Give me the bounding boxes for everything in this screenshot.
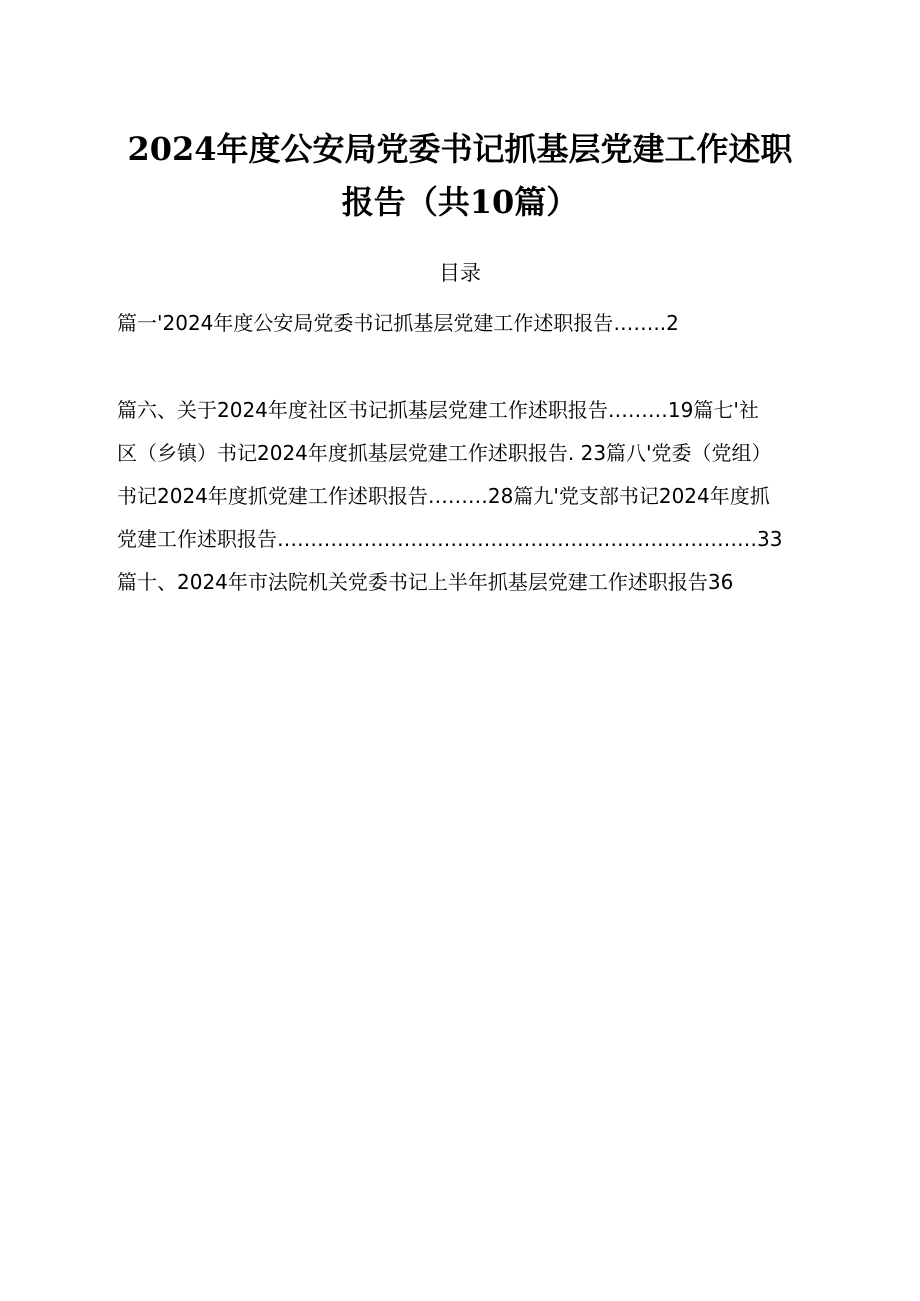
toc-entry-7[interactable]: 区（乡镇）书记2024年度抓基层党建工作述职报告. 23篇八'党委（党组） (117, 441, 772, 465)
toc-entry-9[interactable]: 党建工作述职报告………………………………………………………………33 (117, 527, 783, 551)
toc-entry-10[interactable]: 篇十、2024年市法院机关党委书记上半年抓基层党建工作述职报告36 (117, 570, 734, 594)
document-title-line-1: 2024年度公安局党委书记抓基层党建工作述职 (127, 130, 793, 168)
toc-entry-8[interactable]: 书记2024年度抓党建工作述职报告………28篇九'党支部书记2024年度抓 (117, 484, 770, 508)
toc-heading: 目录 (439, 261, 481, 285)
toc-entry-1[interactable]: 篇一'2024年度公安局党委书记抓基层党建工作述职报告……..2 (117, 311, 679, 335)
document-title-line-2: 报告（共10篇） (341, 183, 579, 221)
toc-entry-6[interactable]: 篇六、关于2024年度社区书记抓基层党建工作述职报告………19篇七'社 (117, 398, 759, 422)
